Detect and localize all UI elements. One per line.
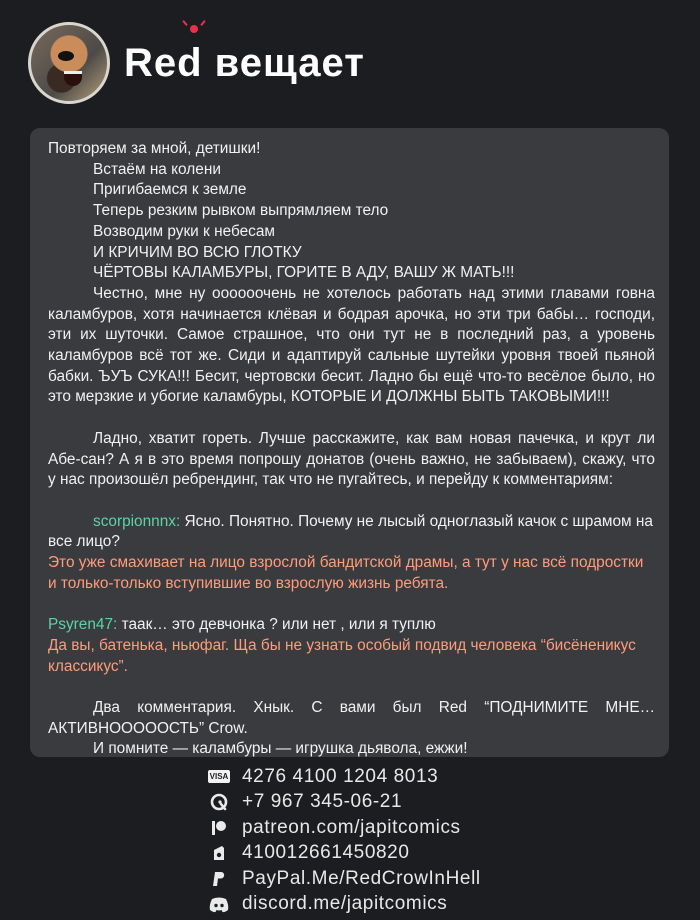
contact-row bbox=[207, 790, 481, 815]
comment-text: Ясно. Понятно. Почему не лысый одноглазый качок с шрамом на все лицо? bbox=[48, 512, 653, 551]
comment-text: таак… это девчонка ? или нет , или я туплю bbox=[117, 616, 436, 634]
page-title bbox=[124, 41, 365, 86]
sparkle-icon bbox=[190, 25, 198, 33]
contact-row bbox=[207, 866, 481, 891]
outro-line: Два комментария. Хнык. С вами был Red “ПОДНИМИТЕ МНЕ… АКТИВНОООООСТЬ” Crow. bbox=[48, 698, 655, 737]
header bbox=[28, 22, 365, 104]
page-title-text: Red вещает bbox=[124, 40, 365, 85]
chant-line: Теперь резким рывком выпрямляем тело bbox=[93, 202, 389, 220]
discord-icon bbox=[207, 896, 231, 913]
outro-line: И помните — каламбуры — игрушка дьявола, ежжи! bbox=[93, 740, 468, 758]
comment-reply: Да вы, батенька, ньюфаг. Ща бы не узнать особый подвид человека “бисёненикус классикус”. bbox=[48, 636, 636, 675]
patreon-icon bbox=[207, 819, 231, 836]
qiwi-icon bbox=[207, 794, 231, 811]
comment bbox=[48, 615, 655, 636]
paypal-link[interactable]: PayPal.Me/RedCrowInHell bbox=[242, 867, 481, 889]
chant-line: Возводим руки к небесам bbox=[93, 222, 275, 240]
chant-line: Встаём на колени bbox=[93, 160, 221, 178]
discord-link[interactable]: discord.me/japitcomics bbox=[242, 893, 448, 915]
paragraph: Честно, мне ну оооооочень не хотелось работать над этими главами говна каламбуров, хотя начинается клёвая и бодрая арочка, но эти три бабы… господи, эти их шуточки. Самое страшное, что они тут не в последний раз, а уровень каламбуров всё тот же. Сиди и адаптируй сальные шутейки уровня твоей пьяной бабки. ЪУЪ СУКА!!! Бесит, чертовски бесит. Ладно бы ещё что-то весёлое было, но это мерзкие и убогие каламбуры, КОТОРЫЕ И ДОЛЖНЫ БЫТЬ ТАКОВЫМИ!!! bbox=[48, 284, 655, 406]
message-card bbox=[30, 128, 669, 757]
phone-number[interactable]: +7 967 345-06-21 bbox=[242, 791, 403, 813]
yoomoney-icon bbox=[207, 845, 231, 862]
chant-line: ЧЁРТОВЫ КАЛАМБУРЫ, ГОРИТЕ В АДУ, ВАШУ Ж МАТЬ!!! bbox=[93, 264, 515, 282]
avatar bbox=[28, 22, 110, 104]
wallet-number[interactable]: 410012661450820 bbox=[242, 842, 410, 864]
contact-row bbox=[207, 841, 481, 866]
visa-card-icon: VISA bbox=[209, 772, 229, 781]
paypal-icon bbox=[207, 870, 231, 887]
intro-line: Повторяем за мной, детишки! bbox=[48, 140, 261, 157]
paragraph: Ладно, хватит гореть. Лучше расскажите, как вам новая пачечка, и крут ли Абе-сан? А я в это время попрошу донатов (очень важно, не забываем), скажу, что у нас произошёл ребрендинг, так что не пугайтесь, и перейду к комментариям: bbox=[48, 429, 655, 489]
contact-row bbox=[207, 892, 481, 917]
card-number[interactable]: 4276 4100 1204 8013 bbox=[242, 765, 439, 787]
comment-username: Psyren47: bbox=[48, 616, 118, 634]
contact-row bbox=[207, 815, 481, 840]
mouth-icon bbox=[64, 71, 82, 86]
chant-line: Пригибаемся к земле bbox=[93, 181, 247, 199]
comment-username: scorpionnnx: bbox=[93, 512, 181, 530]
contact-row bbox=[207, 764, 481, 789]
chant-line: И КРИЧИМ ВО ВСЮ ГЛОТКУ bbox=[93, 243, 302, 261]
contacts-list bbox=[207, 764, 481, 918]
comment-reply: Это уже смахивает на лицо взрослой бандитской драмы, а тут у нас всё подростки и только-только вступившие во взрослую жизнь ребята. bbox=[48, 554, 644, 592]
eyepatch-icon bbox=[58, 51, 74, 61]
comment bbox=[48, 512, 655, 553]
patreon-link[interactable]: patreon.com/japitcomics bbox=[242, 816, 461, 838]
